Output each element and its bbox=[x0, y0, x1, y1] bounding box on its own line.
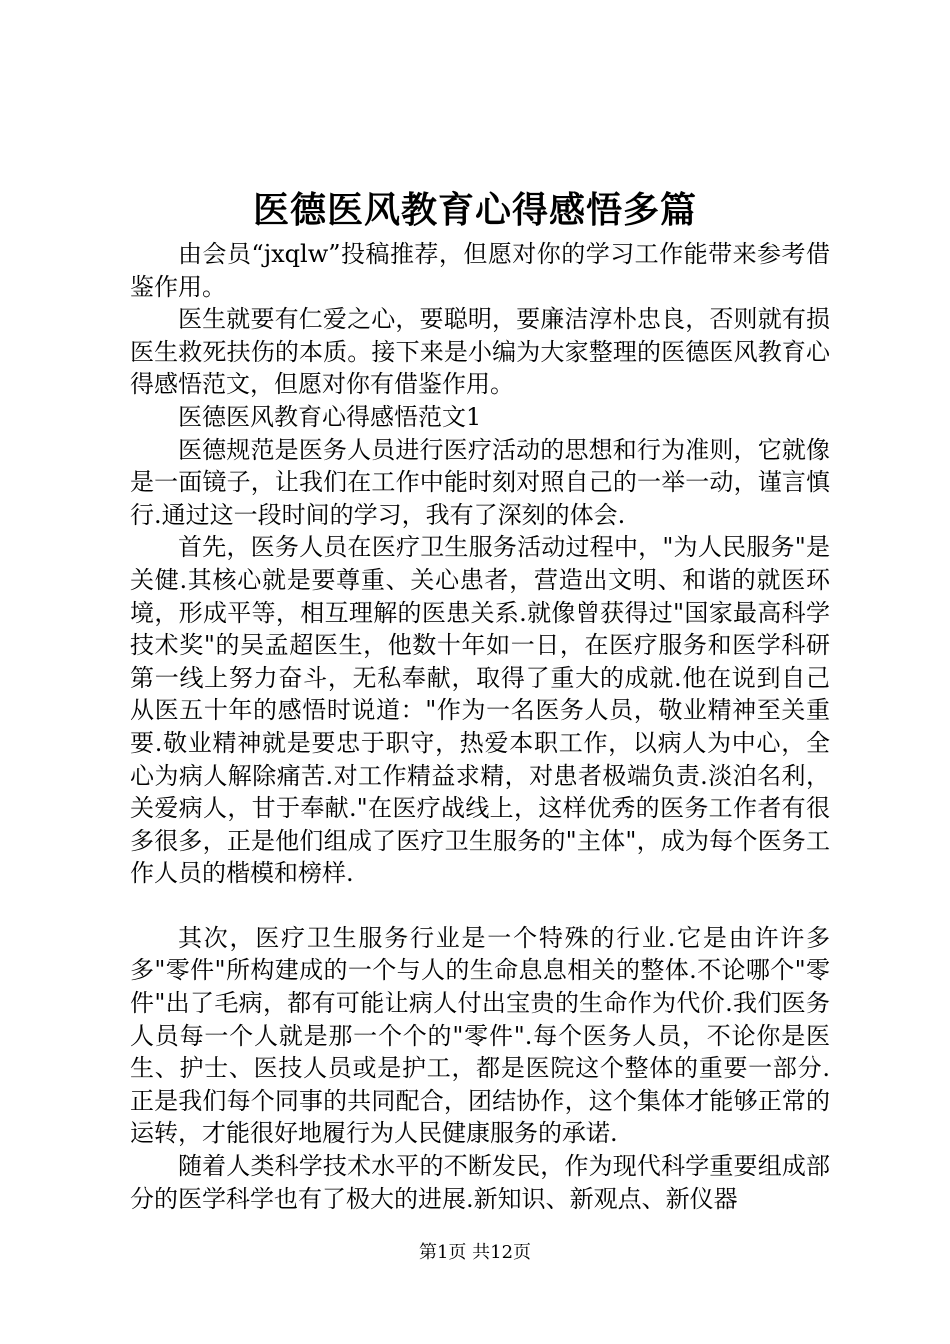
body-paragraph-1: 医德规范是医务人员进行医疗活动的思想和行为准则，它就像是一面镜子，让我们在工作中能时刻对照自己的一举一动，谨言慎行.通过这一段时间的学习，我有了深刻的体会. bbox=[130, 435, 830, 529]
section-heading: 医德医风教育心得感悟范文1 bbox=[178, 402, 482, 431]
intro-paragraph: 由会员“jxqlw”投稿推荐，但愿对你的学习工作能带来参考借鉴作用。 bbox=[130, 240, 830, 301]
document-title: 医德医风教育心得感悟多篇 bbox=[252, 189, 697, 231]
document-body bbox=[130, 238, 830, 1215]
page-number-footer: 第1页 共12页 bbox=[418, 1242, 532, 1263]
summary-paragraph: 医生就要有仁爱之心，要聪明，要廉洁淳朴忠良，否则就有损医生救死扶伤的本质。接下来是小编为大家整理的医德医风教育心得感悟范文，但愿对你有借鉴作用。 bbox=[130, 305, 830, 399]
body-paragraph-3: 其次，医疗卫生服务行业是一个特殊的行业.它是由许许多多"零件"所构建成的一个与人的生命息息相关的整体.不论哪个"零件"出了毛病，都有可能让病人付出宝贵的生命作为代价.我们医务人员每一个人就是那一个个的"零件".每个医务人员，不论你是医生、护士、医技人员或是护工，都是医院这个整体的重要一部分.正是我们每个同事的共同配合，团结协作，这个集体才能够正常的运转，才能很好地履行为人民健康服务的承诺. bbox=[130, 923, 830, 1148]
body-paragraph-4: 随着人类科学技术水平的不断发民，作为现代科学重要组成部分的医学科学也有了极大的进展.新知识、新观点、新仪器 bbox=[130, 1152, 830, 1213]
body-paragraph-2: 首先，医务人员在医疗卫生服务活动过程中，"为人民服务"是关健.其核心就是要尊重、关心患者，营造出文明、和谐的就医环境，形成平等，相互理解的医患关系.就像曾获得过"国家最高科学技术奖"的吴孟超医生，他数十年如一日，在医疗服务和医学科研第一线上努力奋斗，无私奉献，取得了重大的成就.他在说到自己从医五十年的感悟时说道："作为一名医务人员，敬业精神至关重要.敬业精神就是要忠于职守，热爱本职工作，以病人为中心，全心为病人解除痛苦.对工作精益求精，对患者极端负责.淡泊名利，关爱病人，甘于奉献."在医疗战线上，这样优秀的医务工作者有很多很多，正是他们组成了医疗卫生服务的"主体"，成为每个医务工作人员的楷模和榜样. bbox=[130, 533, 830, 888]
